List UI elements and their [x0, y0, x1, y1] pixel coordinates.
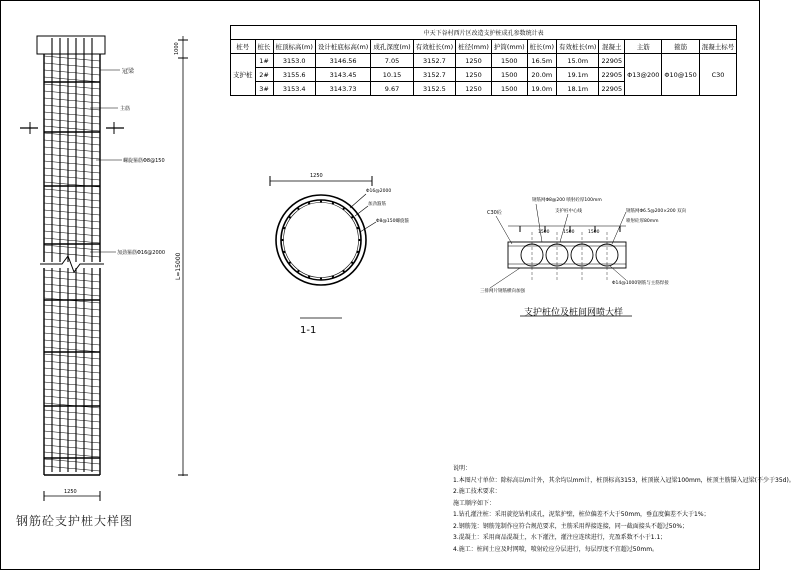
label-spiral: 螺旋箍筋Φ8@150	[123, 158, 165, 164]
break-line	[40, 256, 104, 272]
label-stiffener: 加劲箍筋Φ16@2000	[117, 250, 166, 256]
table-header: 桩顶标高(m)	[273, 40, 315, 54]
section-rebar	[320, 200, 322, 202]
table-cell: 1500	[491, 82, 527, 96]
table-header: 箍筋	[662, 40, 699, 54]
table-header: 混凝土	[599, 40, 625, 54]
table-cell: Φ13@200	[625, 54, 662, 96]
table-row	[231, 54, 737, 68]
table-cell: 3152.7	[413, 54, 455, 68]
dim-width: 1250	[64, 489, 77, 495]
table-header: 有效桩长(m)	[557, 40, 599, 54]
section-rebar	[308, 276, 310, 278]
table-cell: 3155.6	[273, 68, 315, 82]
table-cell: 3153.0	[273, 54, 315, 68]
table-header: 护筒(mm)	[491, 40, 527, 54]
table-cell: 3152.5	[413, 82, 455, 96]
table-cell: 1250	[456, 82, 492, 96]
section-rebar	[289, 216, 291, 218]
table-cell: 3146.56	[315, 54, 370, 68]
detail-dim-1: 1500	[538, 230, 550, 235]
section-label-1: Φ16@2000	[366, 189, 392, 194]
section-rebar	[332, 276, 334, 278]
pile-detail-title: 钢筋砼支护桩大样图	[16, 514, 134, 528]
detail-title: 支护桩位及桩间网喷大样	[524, 308, 624, 318]
section-rebar	[283, 251, 285, 253]
section-rebar	[358, 239, 360, 241]
table-cell: 15.0m	[557, 54, 599, 68]
pile-parameter-table	[230, 25, 737, 96]
table-header: 有效桩长(m)	[413, 40, 455, 54]
detail-label-bottom-right: Φ14@1000钢筋与主筋焊接	[612, 281, 669, 286]
section-title: 1-1	[300, 325, 317, 336]
table-header: 桩长(m)	[527, 40, 556, 54]
section-dim: 1250	[310, 173, 323, 179]
section-rebar	[320, 277, 322, 279]
section-rebar	[297, 270, 299, 272]
notes-line: 3.混凝土：采用商品混凝土，水下灌注，灌注应连续进行，充盈系数不小于1.1；	[453, 534, 667, 541]
table-cell: 3#	[255, 82, 273, 96]
table-header: 主筋	[625, 40, 662, 54]
table-cell: 16.5m	[527, 54, 556, 68]
detail-label-top2: 支护桩中心线	[555, 209, 582, 214]
table-cell: 支护桩	[231, 54, 256, 96]
table-cell: Φ10@150	[662, 54, 699, 96]
table-cell: 22905	[599, 82, 625, 96]
table-cell: 1500	[491, 68, 527, 82]
detail-plan	[490, 204, 632, 316]
pile-elevation	[20, 36, 188, 501]
pile-cap	[37, 36, 105, 54]
notes-line: 2.施工技术要求：	[453, 488, 501, 495]
table-cell: 9.67	[371, 82, 413, 96]
section-rebar	[281, 239, 283, 241]
section-label-2: 加劲箍筋	[368, 202, 386, 207]
section-rebar	[289, 262, 291, 264]
table-header: 设计桩底标高(m)	[315, 40, 370, 54]
table-caption: 中天下谷村西片区改造支护桩成孔参数统计表	[231, 26, 737, 40]
table-cell: 19.1m	[557, 68, 599, 82]
table-cell: 3143.45	[315, 68, 370, 82]
detail-dim-3: 1500	[588, 230, 600, 235]
dim-length: L=15000	[175, 252, 182, 280]
notes-line: 1.钻孔灌注桩：采用旋挖钻机成孔，泥浆护壁，桩位偏差不大于50mm，垂直度偏差不大于1%；	[453, 511, 710, 518]
label-rebar: 主筋	[120, 106, 131, 112]
section-label-3: Φ8@150螺旋箍	[376, 219, 409, 224]
table-cell: C30	[699, 54, 737, 96]
table-header-row	[231, 40, 737, 54]
detail-dim-2: 1500	[563, 230, 575, 235]
section-rebar	[351, 262, 353, 264]
table-cell: 3152.7	[413, 68, 455, 82]
notes-line: 1.本图尺寸单位：除标高以m计外，其余均以mm计，桩顶标高3153，桩顶嵌入冠梁100mm，桩顶主筋锚入冠梁(不少于35d)。	[453, 476, 795, 484]
table-cell: 1500	[491, 54, 527, 68]
table-header: 成孔深度(m)	[371, 40, 413, 54]
dim-top: 1000	[174, 42, 180, 55]
table-cell: 22905	[599, 54, 625, 68]
table-cell: 18.1m	[557, 82, 599, 96]
table-cell: 19.0m	[527, 82, 556, 96]
notes-line: 施工顺序如下：	[453, 499, 496, 507]
notes-line: 2.钢筋笼：钢筋笼制作应符合规范要求，主筋采用焊接连接，同一截面接头不超过50%；	[453, 522, 689, 530]
table-cell: 7.05	[371, 54, 413, 68]
section-rebar	[343, 208, 345, 210]
table-cell: 3153.4	[273, 82, 315, 96]
notes-line: 4.施工：桩间土应及时网喷，喷射砼应分层进行，每层厚度不宜超过50mm。	[453, 545, 659, 553]
table-header: 桩号	[231, 40, 256, 54]
table-cell: 20.0m	[527, 68, 556, 82]
table-cell: 1250	[456, 68, 492, 82]
section-rebar	[283, 227, 285, 229]
detail-label-bottom-left: 三排网片钢筋横向加强	[480, 289, 525, 294]
section-rebar	[351, 216, 353, 218]
table-header: 桩径(mm)	[456, 40, 492, 54]
section-1-1	[270, 176, 376, 318]
section-rebar	[357, 227, 359, 229]
label-pile-top: 冠梁	[122, 68, 135, 75]
section-rebar	[343, 270, 345, 272]
table-cell: 10.15	[371, 68, 413, 82]
notes-title: 说明：	[453, 465, 472, 472]
table-header: 混凝土标号	[699, 40, 737, 54]
table-cell: 3143.73	[315, 82, 370, 96]
table-cell: 1250	[456, 54, 492, 68]
section-rebar	[357, 251, 359, 253]
table-cell: 22905	[599, 68, 625, 82]
section-rebar	[332, 202, 334, 204]
detail-label-right1: 钢筋网Φ6.5@200×200 双向	[626, 209, 687, 214]
table-cell: 2#	[255, 68, 273, 82]
table-header: 桩长	[255, 40, 273, 54]
table-cell: 1#	[255, 54, 273, 68]
section-rebar	[297, 208, 299, 210]
detail-label-top1: 钢筋网Φ8@200 喷射砼厚100mm	[532, 198, 602, 203]
section-rebar	[308, 202, 310, 204]
detail-label-right2: 喷射砼厚80mm	[626, 219, 659, 224]
notes-block	[453, 463, 795, 555]
detail-label-left: C30砼	[487, 210, 502, 216]
